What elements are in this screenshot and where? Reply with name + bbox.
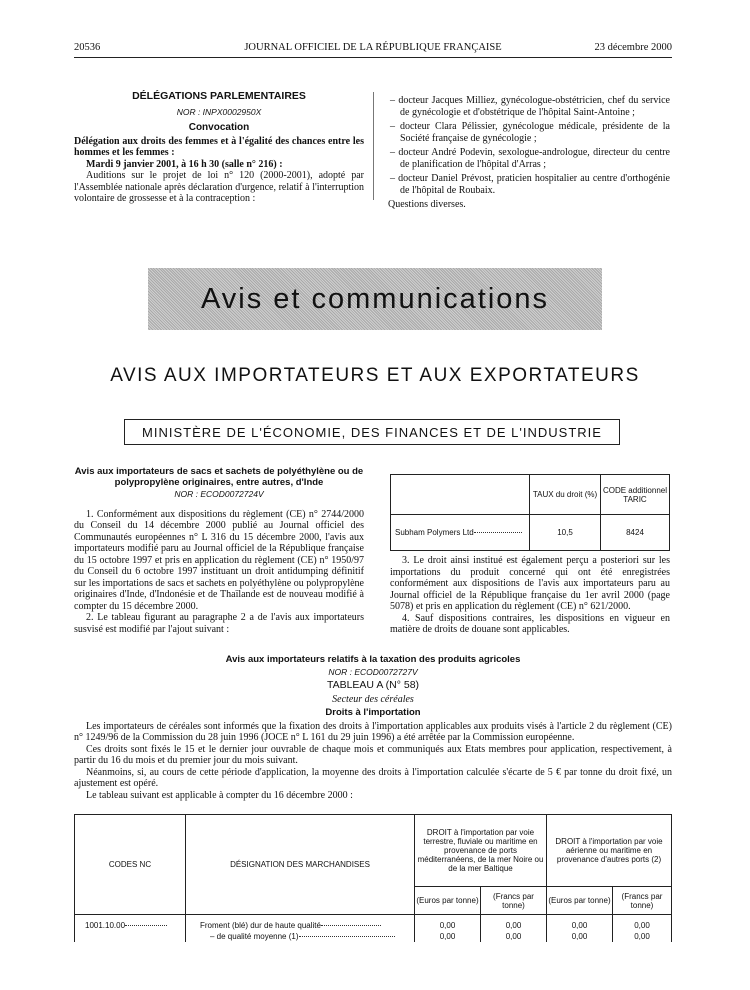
table-row xyxy=(391,515,670,551)
dot-leader xyxy=(125,925,167,926)
delegations-body: Auditions sur le projet de loi n° 120 (2000-2001), adopté par l'Assemblée nationale après déclaration d'urgence, relatif à l'interruption volontaire de grossesse et à la contraception : xyxy=(74,170,364,204)
avis1-title: Avis aux importateurs de sacs et sachets de polyéthylène ou de polypropylène originaires, entre autres, d'Inde xyxy=(74,466,364,488)
rate-cell: 10,5 xyxy=(530,515,601,551)
value-cell: 0,00 xyxy=(547,915,613,931)
dot-leader xyxy=(474,532,522,533)
delegations-nor: NOR : INPX0002950X xyxy=(176,106,262,117)
table-header-rate: TAUX du droit (%) xyxy=(530,475,601,515)
closing-line: Questions diverses. xyxy=(388,199,466,210)
dot-leader xyxy=(321,925,381,926)
value-cell: 0,00 xyxy=(481,930,547,942)
header-francs-1: (Francs par tonne) xyxy=(481,887,547,915)
company-cell xyxy=(391,515,530,551)
header-codes-nc: CODES NC xyxy=(75,815,186,915)
main-title: AVIS AUX IMPORTATEURS ET AUX EXPORTATEURS xyxy=(110,365,640,386)
avis1-continued xyxy=(390,555,670,636)
code-value: 1001.10.00 xyxy=(85,921,126,930)
dot-leader xyxy=(299,936,395,937)
avis1-para1: 1. Conformément aux dispositions du règlement (CE) n° 2744/2000 du Conseil du 14 décembre 2000 publié au Journal officiel des Communautés européennes n° L 316 du 15 décembre 2000, l'avis aux importateurs modifié paru au Journal officiel de la République française du 15 octobre 1997 et pris en application du règlement (CE) n° 1950/97 du Conseil du 6 octobre 1997 instituant un droit antidumping définitif sur les importations de sacs et sachets en polyéthylène ou polypropylène originaires d'Inde, d'Indonésie et de Thaïlande est de nouveau modifié à compter du 15 décembre 2000. xyxy=(74,508,364,612)
avis2-para4: Le tableau suivant est applicable à compter du 16 décembre 2000 : xyxy=(86,789,353,801)
header-francs-2: (Francs par tonne) xyxy=(613,887,672,915)
sector-name: Secteur des céréales xyxy=(332,693,414,705)
avis1-nor: NOR : ECOD0072724V xyxy=(174,489,264,499)
list-item: – docteur Daniel Prévost, praticien hospitalier au centre d'orthogénie de l'hôpital de Roubaix. xyxy=(390,173,670,196)
list-item: – docteur Jacques Milliez, gynécologue-obstétricien, chef du service de gynécologie et d'obstétrique de l'hôpital Saint-Antoine ; xyxy=(390,95,670,118)
value-cell: 0,00 xyxy=(481,915,547,931)
avis2-para3: Néanmoins, si, au cours de cette période d'application, la moyenne des droits à l'importation calculée s'écarte de 5 € par tonne du droit fixé, un ajustement est opéré. xyxy=(74,766,672,789)
avis2-para2: Ces droits sont fixés le 15 et le dernier jour ouvrable de chaque mois et communiqués aux Etats membres pour application, respectivement, à partir du 16 du mois et du premier jour du mois suivant. xyxy=(74,743,672,766)
delegations-heading: DÉLÉGATIONS PARLEMENTAIRES xyxy=(132,90,306,102)
delegation-name: Délégation aux droits des femmes et à l'égalité des chances entre les hommes et les femmes : xyxy=(74,135,364,158)
banner-title: Avis et communications xyxy=(200,282,550,315)
duty-table xyxy=(390,474,670,551)
avis2-title: Avis aux importateurs relatifs à la taxation des produits agricoles xyxy=(225,654,521,665)
value-cell: 0,00 xyxy=(613,930,672,942)
value-cell: 0,00 xyxy=(415,930,481,942)
code-cell xyxy=(75,915,186,931)
page-number: 20536 xyxy=(74,42,101,53)
table-header-empty xyxy=(391,475,530,515)
avis-section-2 xyxy=(74,654,672,801)
code-cell: 8424 xyxy=(601,515,670,551)
avis2-para1: Les importateurs de céréales sont informés que la fixation des droits à l'importation applicables aux produits visés à l'article 2 du règlement (CE) n° 1249/96 de la Commission du 28 juin 1996 (JOCE n° L 161 du 29 juin 1996) a été arrêtée par la Commission européenne. xyxy=(74,720,672,743)
designation-cell xyxy=(186,915,415,931)
designation-value: Froment (blé) dur de haute qualité xyxy=(200,921,321,930)
header-euros-1: (Euros par tonne) xyxy=(415,887,481,915)
avis-section-1 xyxy=(74,467,364,635)
header-droit-1: DROIT à l'importation par voie terrestre, fluviale ou maritime en provenance de ports méditerranéens, de la mer Noire ou de la mer Baltique xyxy=(415,815,547,887)
designation-cell xyxy=(186,930,415,942)
table-row xyxy=(75,930,672,942)
list-item: – docteur André Podevin, sexologue-andrologue, directeur du centre de planification de l'hôpital d'Arras ; xyxy=(390,147,670,170)
avis2-nor: NOR : ECOD0072727V xyxy=(328,666,418,677)
ministry-box xyxy=(124,419,620,445)
table-header-code: CODE additionnel TARIC xyxy=(601,475,670,515)
droits-heading: Droits à l'importation xyxy=(325,707,421,718)
meeting-date: Mardi 9 janvier 2001, à 16 h 30 (salle n° 216) : xyxy=(86,158,283,170)
table-row xyxy=(75,915,672,931)
section-banner xyxy=(148,268,602,330)
designation-value: – de qualité moyenne (1) xyxy=(210,931,299,941)
avis1-para4: 4. Sauf dispositions contraires, les dispositions en vigueur en matière de droits de douane sont applicables. xyxy=(390,612,670,635)
header-rule xyxy=(74,57,672,58)
value-cell: 0,00 xyxy=(547,930,613,942)
avis1-para3: 3. Le droit ainsi institué est également perçu a posteriori sur les importations du produit concerné qui ont été enregistrées conformément aux dispositions de l'avis aux importateurs paru au Journal officiel de la République française du 1er avril 2000 (page 5078) et pris en application du règlement (CE) n° 621/2000. xyxy=(390,555,670,612)
header-euros-2: (Euros par tonne) xyxy=(547,887,613,915)
value-cell: 0,00 xyxy=(613,915,672,931)
avis1-para2: 2. Le tableau figurant au paragraphe 2 a de l'avis aux importateurs susvisé est modifié par l'ajout suivant : xyxy=(74,612,364,635)
delegations-section xyxy=(74,91,364,205)
code-cell xyxy=(75,930,186,942)
value-cell: 0,00 xyxy=(415,915,481,931)
list-item: – docteur Clara Pélissier, gynécologue médicale, présidente de la Société française de gynécologie ; xyxy=(390,121,670,144)
ministry-name: MINISTÈRE DE L'ÉCONOMIE, DES FINANCES ET DE L'INDUSTRIE xyxy=(142,424,602,440)
journal-title: JOURNAL OFFICIEL DE LA RÉPUBLIQUE FRANÇAISE xyxy=(244,42,502,53)
page-header xyxy=(74,42,672,56)
company-name: Subham Polymers Ltd xyxy=(395,528,474,537)
header-droit-2: DROIT à l'importation par voie aérienne ou maritime en provenance d'autres ports (2) xyxy=(547,815,672,887)
tableau-title: TABLEAU A (N° 58) xyxy=(326,679,420,691)
column-divider xyxy=(373,92,374,200)
header-designation: DÉSIGNATION DES MARCHANDISES xyxy=(186,815,415,915)
issue-date: 23 décembre 2000 xyxy=(594,42,672,53)
convocation-heading: Convocation xyxy=(188,122,250,133)
cereal-duty-table xyxy=(74,814,672,942)
auditions-list xyxy=(388,95,670,211)
